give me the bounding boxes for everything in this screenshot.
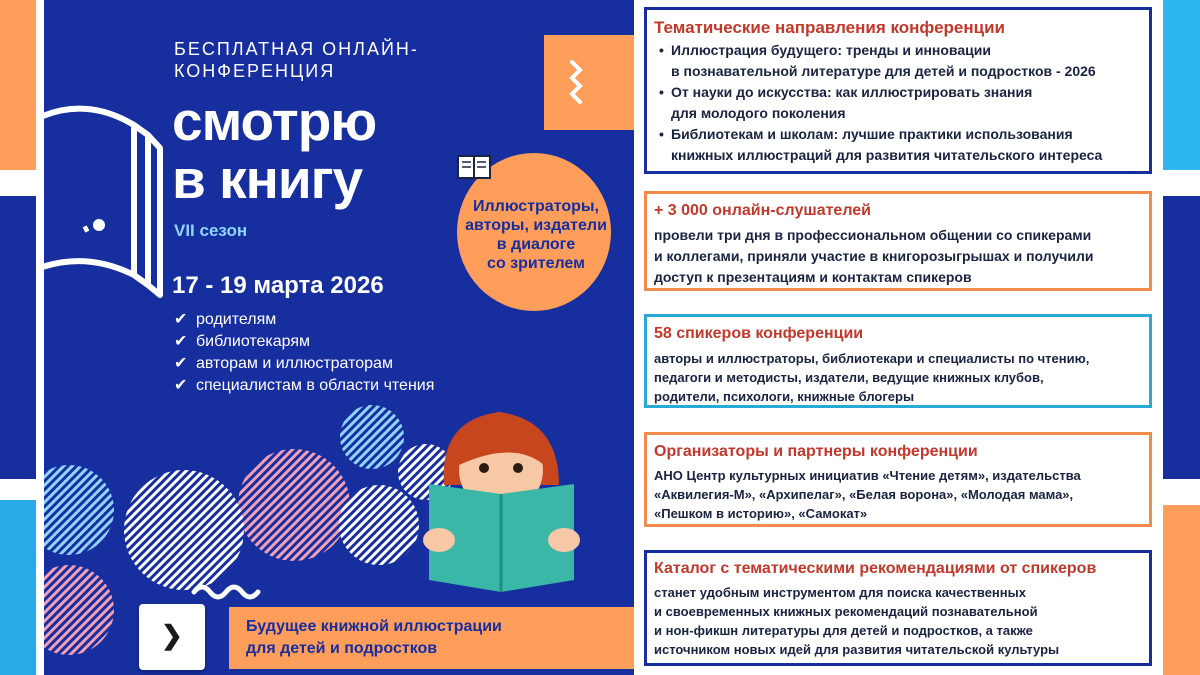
orange-block xyxy=(544,35,634,130)
open-book-icon xyxy=(457,153,491,181)
girl-reading-illustration xyxy=(423,412,580,592)
audience-item: ✔ авторам и иллюстраторам xyxy=(174,353,434,375)
conference-poster xyxy=(44,0,634,675)
dialogue-label: Иллюстраторы, авторы, издатели в диалоге со зрителем xyxy=(465,198,607,272)
speakers-card xyxy=(644,314,1152,408)
right-strip-blue-top xyxy=(1163,0,1200,170)
deco-circle xyxy=(340,405,404,469)
deco-circle xyxy=(238,449,350,561)
theme-banner-text: Будущее книжной иллюстрации для детей и подростков xyxy=(246,618,502,657)
topic-item: • Библиотекам и школам: лучшие практики использования книжных иллюстраций для развития читательского интереса xyxy=(659,126,1103,163)
deco-circle xyxy=(44,565,114,655)
right-strip-navy xyxy=(1163,196,1200,479)
left-strip-orange-top xyxy=(0,0,36,170)
organizers-text: АНО Центр культурных инициатив «Чтение детям», издательства «Аквилегия-М», «Архипелаг», «Белая ворона», «Молодая мама», «Пешком в историю», «Самокат» xyxy=(654,468,1081,521)
right-strip-orange-bottom xyxy=(1163,505,1200,675)
organizers-card xyxy=(644,432,1152,527)
theme-banner xyxy=(229,607,634,669)
audience-item: ✔ библиотекарям xyxy=(174,331,434,353)
speakers-text: авторы и иллюстраторы, библиотекари и специалисты по чтению, педагоги и методисты, издатели, ведущие книжных клубов, родители, психологи, книжные блогеры xyxy=(654,351,1090,404)
listeners-title: + 3 000 онлайн-слушателей xyxy=(654,202,872,219)
audience-list xyxy=(174,309,434,397)
dialogue-circle xyxy=(455,151,613,313)
listeners-text: провели три дня в профессиональном общении со спикерами и коллегами, приняли участие в книгорозыгрышах и получили доступ к презентациям и контактам спикеров xyxy=(654,227,1094,285)
conference-season: VII сезон xyxy=(174,221,248,240)
catalog-card xyxy=(644,550,1152,666)
topic-item: • Иллюстрация будущего: тренды и инновации в познавательной литературе для детей и подростков - 2026 xyxy=(659,42,1096,79)
topics-title: Тематические направления конференции xyxy=(654,18,1005,37)
topics-card xyxy=(644,7,1152,174)
topics-list xyxy=(659,40,1102,166)
conference-title: смотрю в книгу xyxy=(172,90,377,210)
catalog-title: Каталог с тематическими рекомендациями от спикеров xyxy=(654,560,1097,577)
next-button[interactable] xyxy=(139,604,205,670)
deco-circle xyxy=(339,485,419,565)
left-strip-orange-bottom xyxy=(0,500,36,675)
conference-kind: БЕСПЛАТНАЯ ОНЛАЙН- КОНФЕРЕНЦИЯ xyxy=(174,39,419,81)
left-strip-navy xyxy=(0,196,36,479)
organizers-title: Организаторы и партнеры конференции xyxy=(654,443,978,460)
listeners-card xyxy=(644,191,1152,291)
chevron-right-icon: ❯ xyxy=(161,620,183,650)
audience-item: ✔ родителям xyxy=(174,309,434,331)
deco-circle xyxy=(44,465,114,555)
speakers-title: 58 спикеров конференции xyxy=(654,325,864,342)
conference-dates: 17 - 19 марта 2026 xyxy=(172,272,384,299)
catalog-text: станет удобным инструментом для поиска качественных и своевременных книжных рекомендаций познавательной и нон-фикшн литературы для детей и подростков, а также источником новых идей для развития читательской культуры xyxy=(654,585,1060,657)
audience-item: ✔ специалистам в области чтения xyxy=(174,375,434,397)
deco-circle xyxy=(124,470,244,590)
book-outline-icon xyxy=(44,109,160,295)
topic-item: • От науки до искусства: как иллюстрировать знания для молодого поколения xyxy=(659,84,1033,121)
wave-icon xyxy=(194,587,258,597)
